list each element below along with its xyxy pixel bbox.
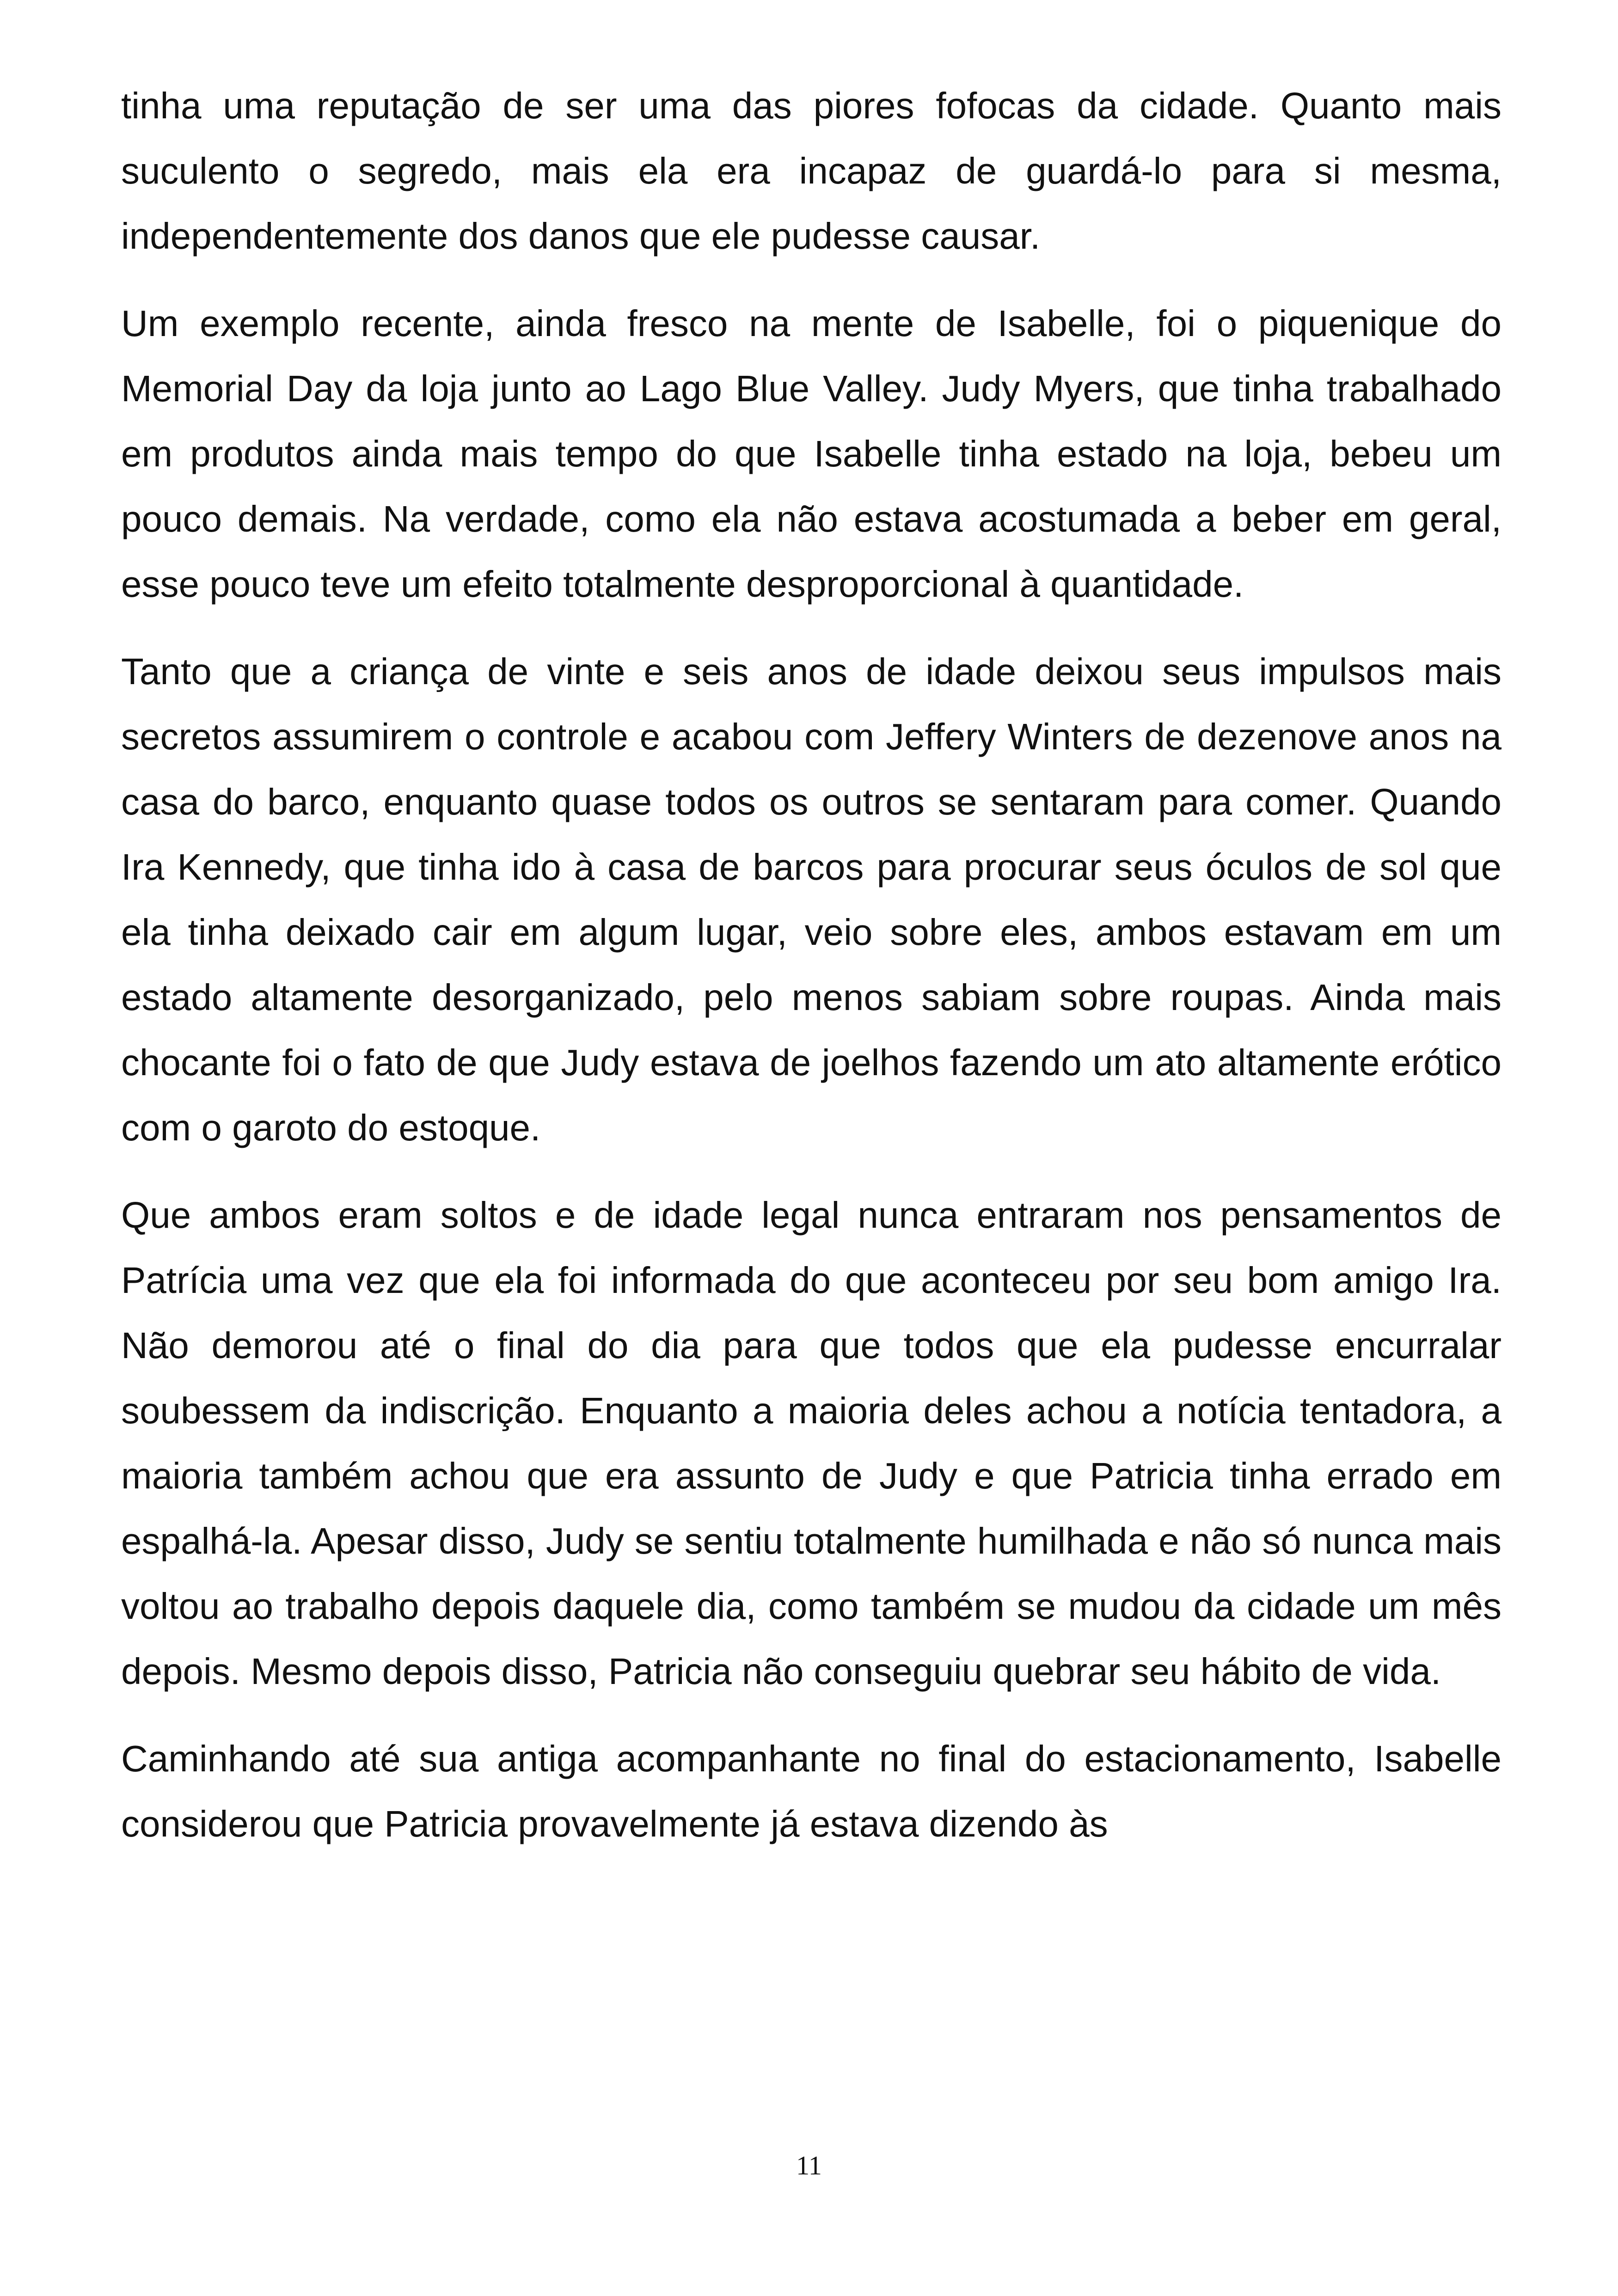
paragraph: tinha uma reputação de ser uma das piores fofocas da cidade. Quanto mais suculento o segredo, mais ela era incapaz de guardá-lo para si mesma, independentemente dos danos que ele pudesse causar. bbox=[121, 85, 1502, 257]
paragraph: Um exemplo recente, ainda fresco na mente de Isabelle, foi o piquenique do Memorial Day da loja junto ao Lago Blue Valley. Judy Myers, que tinha trabalhado em produtos ainda mais tempo do que Isabelle tinha estado na loja, bebeu um pouco demais. Na verdade, como ela não estava acostumada a beber em geral, esse pouco teve um efeito totalmente desproporcional à quantidade. bbox=[121, 303, 1502, 605]
paragraph: Caminhando até sua antiga acompanhante no final do estacionamento, Isabelle considerou que Patricia provavelmente já estava dizendo às bbox=[121, 1738, 1502, 1844]
page-number: 11 bbox=[796, 2150, 822, 2180]
paragraph: Tanto que a criança de vinte e seis anos de idade deixou seus impulsos mais secretos assumirem o controle e acabou com Jeffery Winters de dezenove anos na casa do barco, enquanto quase todos os outros se sentaram para comer. Quando Ira Kennedy, que tinha ido à casa de barcos para procurar seus óculos de sol que ela tinha deixado cair em algum lugar, veio sobre eles, ambos estavam em um estado altamente desorganizado, pelo menos sabiam sobre roupas. Ainda mais chocante foi o fato de que Judy estava de joelhos fazendo um ato altamente erótico com o garoto do estoque. bbox=[121, 651, 1502, 1148]
paragraph: Que ambos eram soltos e de idade legal nunca entraram nos pensamentos de Patrícia uma vez que ela foi informada do que aconteceu por seu bom amigo Ira. Não demorou até o final do dia para que todos que ela pudesse encurralar soubessem da indiscrição. Enquanto a maioria deles achou a notícia tentadora, a maioria também achou que era assunto de Judy e que Patricia tinha errado em espalhá-la. Apesar disso, Judy se sentiu totalmente humilhada e não só nunca mais voltou ao trabalho depois daquele dia, como também se mudou da cidade um mês depois. Mesmo depois disso, Patricia não conseguiu quebrar seu hábito de vida. bbox=[121, 1194, 1502, 1692]
text-body bbox=[121, 73, 1502, 1879]
